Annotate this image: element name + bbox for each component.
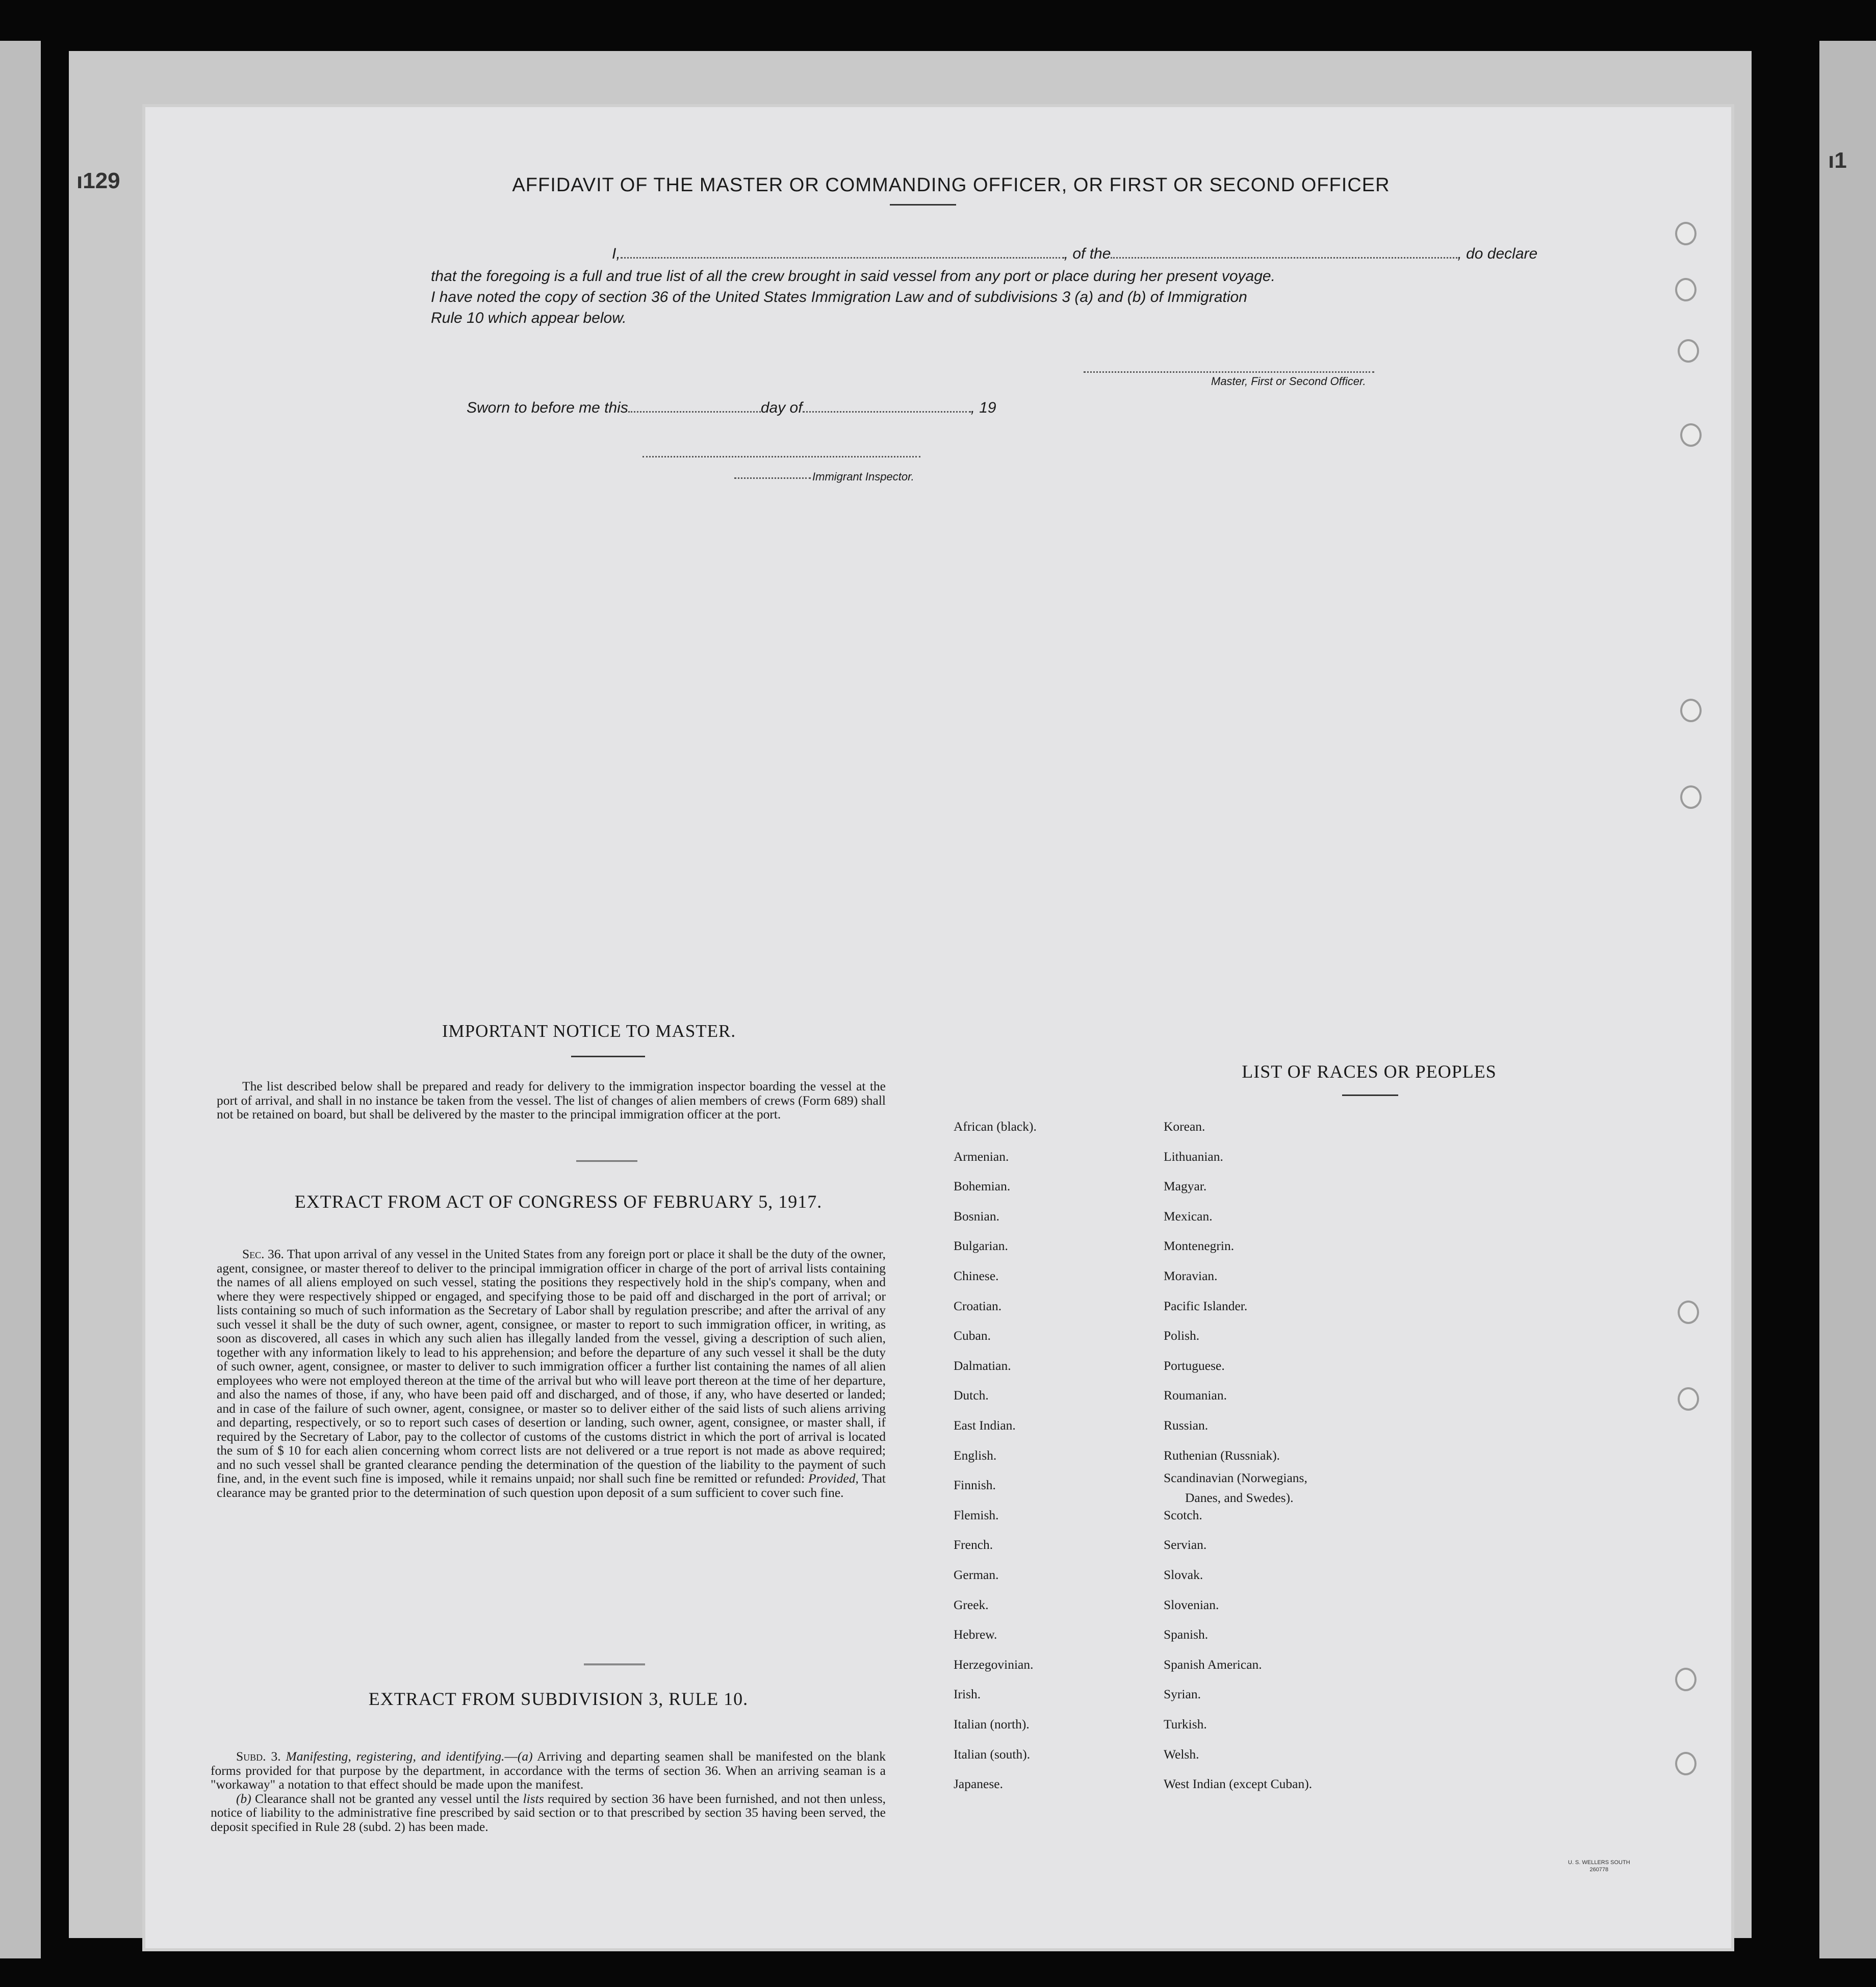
binder-hole xyxy=(1675,1668,1697,1691)
section-divider xyxy=(584,1664,645,1667)
race-item: Dalmatian. xyxy=(954,1358,1011,1373)
race-item: Lithuanian. xyxy=(1164,1149,1223,1164)
race-item: Slovak. xyxy=(1164,1567,1203,1582)
sworn-line xyxy=(467,398,996,418)
race-item: Herzegovinian. xyxy=(954,1657,1034,1672)
race-item: Servian. xyxy=(1164,1537,1207,1552)
rule-paragraph-b xyxy=(211,1792,886,1834)
race-item: Pacific Islander. xyxy=(1164,1298,1248,1313)
race-item: Scandinavian (Norwegians, xyxy=(1164,1470,1307,1486)
printer-name: U. S. WELLERS SOUTH xyxy=(1568,1859,1630,1866)
race-item: Polish. xyxy=(1164,1328,1200,1343)
race-item: French. xyxy=(954,1537,993,1552)
race-item: Montenegrin. xyxy=(1164,1238,1235,1254)
affidavit-title: AFFIDAVIT OF THE MASTER OR COMMANDING OFFICER, OR FIRST OR SECOND OFFICER xyxy=(512,174,1390,196)
act-section-end: That clearance may be granted prior to the determination of such question upon deposit of a sum sufficient to cover such fine. xyxy=(217,1471,886,1500)
notice-rule xyxy=(571,1056,645,1057)
inspector-label: Immigrant Inspector. xyxy=(812,470,914,483)
race-item: Ruthenian (Russniak). xyxy=(1164,1447,1280,1463)
binder-hole xyxy=(1680,423,1702,447)
act-section-body: That upon arrival of any vessel in the United States from any foreign port or place it shall be the duty of the owner, agent, consignee, or master thereof to deliver to the principal immigration officer in charge of the port of arrival lists containing the names of all aliens employed on such vessel, stating the positions they respectively hold in the ship's company, when and where they were respectively shipped or engaged, and specifying those to be paid off and discharged in the port of arrival; or lists containing so much of such information as the Secretary of Labor shall by regulation prescribe; and after the arrival of any such vessel it shall be the duty of such owner, agent, consignee, or master to report to such immigration officer, in writing, as soon as discovered, all cases in which any such alien has illegally landed from the vessel, giving a description of such alien, together with any information likely to lead to his apprehension; and before the departure of any such vessel it shall be the duty of such owner, agent, consignee, or master to deliver to such immigration officer a further list containing the names of all alien employees who were not employed thereon at the time of the arrival but who will leave port thereon at the time of her departure, and also the names of those, if any, who have been paid off and discharged, and of those, if any, who have deserted or landed; and in case of the failure of such owner, agent, consignee, or master so to deliver either of the said lists of such aliens arriving and departing, respectively, or so to report such cases of desertion or landing, such owner, agent, consignee, or master shall, if required by the Secretary of Labor, pay to the collector of customs of the customs district in which the port of arrival is located the sum of $ 10 for each alien concerning whom correct lists are not delivered or a true report is not made as above required; and no such vessel shall be granted clearance pending the determination of the question of the liability to the payment of such fine, and, in the event such fine is imposed, while it remains unpaid; nor shall such fine be remitted or refunded: xyxy=(217,1246,886,1486)
race-item: Korean. xyxy=(1164,1119,1205,1134)
section-divider xyxy=(576,1160,637,1164)
rule-a-text: Arriving and departing seamen shall be manifested on the blank forms provided for that purpose by the department, in accordance with the terms of section 36. When an arriving seaman is a "workaway" a notation to that effect should be made upon the manifest. xyxy=(211,1749,886,1792)
race-item: Syrian. xyxy=(1164,1687,1201,1702)
sworn-day-of: day of xyxy=(760,399,803,416)
race-item: Dutch. xyxy=(954,1388,989,1403)
race-item: Italian (north). xyxy=(954,1717,1030,1731)
race-item: African (black). xyxy=(954,1119,1037,1134)
title-rule xyxy=(890,204,956,206)
race-item: German. xyxy=(954,1567,999,1582)
notice-text: The list described below shall be prepared and ready for delivery to the immigration inspector boarding the vessel at the port of arrival, and shall in no instance be taken from the vessel. The list of changes of alien members of crews (Form 689) shall not be retained on board, but shall be delivered by the master to the principal immigration officer at the port. xyxy=(217,1079,886,1122)
binder-hole xyxy=(1680,785,1702,809)
race-item: Chinese. xyxy=(954,1268,999,1283)
race-item: Finnish. xyxy=(954,1477,996,1493)
rule-paragraph-a: Subd. 3. Manifesting, registering, and identifying.—(a) Arriving and departing seamen shall be manifested on the blank forms provided for that purpose by the department, in accordance with the terms of section 36. When an arriving seaman is a "workaway" a notation to that effect should be made upon the manifest. xyxy=(211,1749,886,1792)
sworn-day-blank[interactable] xyxy=(628,408,761,413)
race-item: Portuguese. xyxy=(1164,1358,1225,1373)
rule-subd-label: Subd. 3. xyxy=(236,1749,281,1764)
race-item: Greek. xyxy=(954,1597,989,1612)
binder-hole xyxy=(1680,699,1702,722)
affidavit-line-2: that the foregoing is a full and true list of all the crew brought in said vessel from any port or place during her present voyage. xyxy=(431,268,1275,285)
race-item: Spanish. xyxy=(1164,1627,1209,1642)
race-item: Bohemian. xyxy=(954,1179,1011,1194)
rule-b-text-2: required by section 36 have been furnished, and not then unless, notice of liability to the administrative fine prescribed by said section or to that prescribed by section 35 having been served, the deposit specified in Rule 28 (subd. 2) has been made. xyxy=(211,1791,886,1834)
race-item: Moravian. xyxy=(1164,1268,1218,1283)
affidavit-line-3: I have noted the copy of section 36 of the United States Immigration Law and of subdivisions 3 (a) and (b) of Immigration xyxy=(431,289,1247,305)
race-continuation: Danes, and Swedes). xyxy=(1185,1490,1294,1505)
vessel-blank[interactable] xyxy=(1111,254,1457,259)
sworn-year: , 19 xyxy=(970,399,996,416)
race-item: Irish. xyxy=(954,1687,981,1702)
left-page-number-fragment: ı129 xyxy=(76,168,120,193)
binder-hole xyxy=(1678,1301,1699,1324)
act-section-label: Sec. 36. xyxy=(242,1246,284,1261)
binder-hole xyxy=(1675,278,1697,301)
race-item: Turkish. xyxy=(1164,1717,1207,1731)
notice-heading: IMPORTANT NOTICE TO MASTER. xyxy=(442,1021,736,1041)
race-item: Japanese. xyxy=(954,1776,1003,1792)
sworn-text: Sworn to before me this xyxy=(467,399,628,416)
affidavit-of-the: , of the xyxy=(1064,245,1111,262)
rule-b-lists: lists xyxy=(523,1791,544,1806)
affidavit-line-1 xyxy=(469,244,1537,264)
master-signature-label: Master, First or Second Officer. xyxy=(1211,375,1366,388)
binder-hole xyxy=(1675,1752,1697,1775)
race-item: Cuban. xyxy=(954,1328,991,1343)
master-signature-blank[interactable] xyxy=(1084,368,1374,373)
race-item: Bosnian. xyxy=(954,1208,999,1224)
rule-b-text-1: Clearance shall not be granted any vessel until the xyxy=(255,1791,520,1806)
adjacent-page-left xyxy=(0,41,41,1958)
adjacent-page-right xyxy=(1819,41,1876,1958)
race-item: Roumanian. xyxy=(1164,1388,1227,1403)
act-heading: EXTRACT FROM ACT OF CONGRESS OF FEBRUARY 5, 1917. xyxy=(294,1191,823,1212)
races-rule xyxy=(1342,1094,1398,1096)
right-page-number-fragment: ı1 xyxy=(1828,148,1847,173)
name-blank[interactable] xyxy=(621,254,1064,259)
affidavit-do-declare: , do declare xyxy=(1457,245,1538,262)
affidavit-i: I, xyxy=(612,245,621,262)
race-item: Spanish American. xyxy=(1164,1657,1262,1672)
rule-subd-title: Manifesting, registering, and identifying. xyxy=(286,1749,505,1764)
rule-heading: EXTRACT FROM SUBDIVISION 3, RULE 10. xyxy=(368,1689,749,1709)
race-item: Slovenian. xyxy=(1164,1597,1219,1612)
race-item: Bulgarian. xyxy=(954,1238,1008,1254)
races-heading: LIST OF RACES OR PEOPLES xyxy=(1242,1061,1497,1082)
race-item: Mexican. xyxy=(1164,1208,1213,1224)
rule-a-label: (a) xyxy=(517,1749,533,1764)
race-item: English. xyxy=(954,1447,997,1463)
race-item: Russian. xyxy=(1164,1418,1209,1433)
sworn-month-blank[interactable] xyxy=(803,408,971,413)
race-item: West Indian (except Cuban). xyxy=(1164,1776,1313,1792)
binder-hole xyxy=(1678,1387,1699,1411)
binder-hole xyxy=(1678,339,1699,363)
race-item: Hebrew. xyxy=(954,1627,997,1642)
rule-b-label: (b) xyxy=(236,1791,251,1806)
binder-hole xyxy=(1675,222,1697,245)
race-item: Italian (south). xyxy=(954,1746,1031,1762)
act-provided: Provided, xyxy=(808,1471,859,1486)
race-item: East Indian. xyxy=(954,1418,1016,1433)
printer-code: 260778 xyxy=(1589,1867,1609,1873)
affidavit-line-4: Rule 10 which appear below. xyxy=(431,310,627,326)
rule-text xyxy=(211,1749,886,1833)
race-item: Flemish. xyxy=(954,1507,999,1522)
race-item: Croatian. xyxy=(954,1298,1002,1313)
inspector-signature-blank[interactable] xyxy=(643,453,920,457)
race-item: Armenian. xyxy=(954,1149,1009,1164)
printer-mark xyxy=(1568,1859,1630,1873)
inspector-prefix-blank[interactable] xyxy=(734,474,811,479)
race-item: Scotch. xyxy=(1164,1507,1202,1522)
race-item: Magyar. xyxy=(1164,1179,1207,1194)
race-item: Welsh. xyxy=(1164,1746,1199,1762)
form-page xyxy=(145,107,1731,1948)
act-text xyxy=(217,1247,886,1499)
